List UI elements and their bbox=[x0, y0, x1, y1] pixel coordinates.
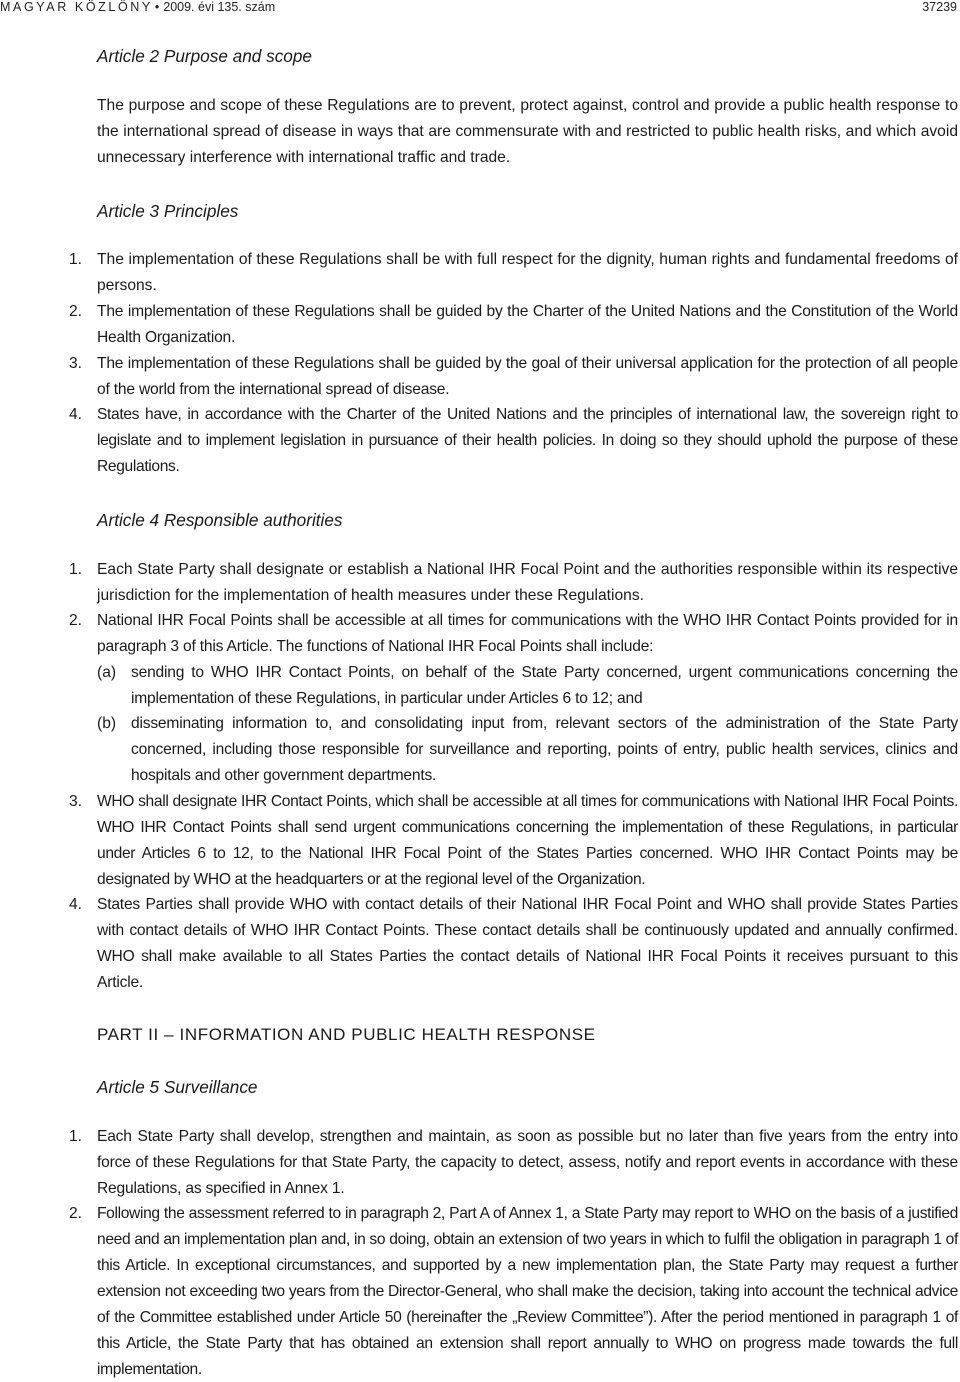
item-number: 3. bbox=[69, 793, 83, 810]
page-header bbox=[0, 0, 960, 14]
subitem-letter: (b) bbox=[97, 715, 117, 732]
item-number: 4. bbox=[69, 896, 83, 913]
item-number: 1. bbox=[69, 561, 83, 578]
item-number: 2. bbox=[69, 1205, 83, 1222]
item-text: Following the assessment referred to in paragraph 2, Part A of Annex 1, a State Party may report to WHO on the basis of a justified need and an implementation plan and, in so doing, obtain an extension of two years in which to fulfil the obligation in paragraph 1 of this Article. In exceptional circumstances, and supported by a new implementation plan, the State Party may request a further extension not exceeding two years from the Director-General, who shall make the decision, taking into account the technical advice of the Committee established under Article 50 (hereinafter the „Review Committee”). After the period mentioned in paragraph 1 of this Article, the State Party that has obtained an extension shall report annually to WHO on progress made towards the full implementation. bbox=[97, 1205, 958, 1378]
part-2-heading: PART II – INFORMATION AND PUBLIC HEALTH RESPONSE bbox=[97, 1025, 596, 1044]
item-text: Each State Party shall designate or establish a National IHR Focal Point and the authorities responsible within its respective jurisdiction for the implementation of health measures under these Regulations. bbox=[97, 561, 958, 604]
article-5-heading: Article 5 Surveillance bbox=[97, 1077, 258, 1097]
item-number: 1. bbox=[69, 251, 83, 268]
article-2-heading: Article 2 Purpose and scope bbox=[97, 46, 312, 66]
item-number: 3. bbox=[69, 355, 83, 372]
subitem-text: sending to WHO IHR Contact Points, on behalf of the State Party concerned, urgent communications concerning the implementation of these Regulations, in particular under Articles 6 to 12; and bbox=[131, 664, 958, 707]
item-text: National IHR Focal Points shall be accessible at all times for communications with the WHO IHR Contact Points provided for in paragraph 3 of this Article. The functions of National IHR Focal Points shall include: bbox=[97, 612, 958, 655]
item-number: 1. bbox=[69, 1128, 83, 1145]
article-3-heading: Article 3 Principles bbox=[97, 201, 239, 221]
item-number: 2. bbox=[69, 612, 83, 629]
item-number: 2. bbox=[69, 303, 83, 320]
subitem-letter: (a) bbox=[97, 664, 117, 681]
issue-label: 2009. évi 135. szám bbox=[163, 0, 276, 14]
page-number: 37239 bbox=[922, 0, 957, 14]
item-text: States have, in accordance with the Charter of the United Nations and the principles of international law, the sovereign right to legislate and to implement legislation in pursuance of their health policies. In doing so they should uphold the purpose of these Regulations. bbox=[97, 406, 958, 475]
item-text: States Parties shall provide WHO with contact details of their National IHR Focal Point and WHO shall provide States Parties with contact details of WHO IHR Contact Points. These contact details shall be continuously updated and annually confirmed. WHO shall make available to all States Parties the contact details of National IHR Focal Points it receives pursuant to this Article. bbox=[97, 896, 958, 991]
journal-title: MAGYAR KÖZLÖNY bbox=[0, 0, 153, 14]
item-text: The implementation of these Regulations shall be with full respect for the dignity, human rights and fundamental freedoms of persons. bbox=[97, 251, 958, 294]
article-4-heading: Article 4 Responsible authorities bbox=[97, 510, 343, 530]
bullet-separator: • bbox=[154, 0, 160, 14]
item-text: The implementation of these Regulations shall be guided by the Charter of the United Nations and the Constitution of the World Health Organization. bbox=[97, 303, 958, 346]
subitem-text: disseminating information to, and consolidating input from, relevant sectors of the administration of the State Party concerned, including those responsible for surveillance and reporting, points of entry, public health services, clinics and hospitals and other government departments. bbox=[131, 715, 958, 784]
item-number: 4. bbox=[69, 406, 83, 423]
item-text: The implementation of these Regulations shall be guided by the goal of their universal application for the protection of all people of the world from the international spread of disease. bbox=[97, 355, 958, 398]
item-text: WHO shall designate IHR Contact Points, which shall be accessible at all times for communications with National IHR Focal Points. WHO IHR Contact Points shall send urgent communications concerning the implementation of these Regulations, in particular under Articles 6 to 12, to the National IHR Focal Point of the States Parties concerned. WHO IHR Contact Points may be designated by WHO at the headquarters or at the regional level of the Organization. bbox=[97, 793, 958, 888]
journal-issue bbox=[0, 0, 275, 14]
article-2-text: The purpose and scope of these Regulations are to prevent, protect against, control and provide a public health response to the international spread of disease in ways that are commensurate with and restricted to public health risks, and which avoid unnecessary interference with international traffic and trade. bbox=[97, 97, 958, 166]
item-text: Each State Party shall develop, strengthen and maintain, as soon as possible but no later than five years from the entry into force of these Regulations for that State Party, the capacity to detect, assess, notify and report events in accordance with these Regulations, as specified in Annex 1. bbox=[97, 1128, 958, 1197]
